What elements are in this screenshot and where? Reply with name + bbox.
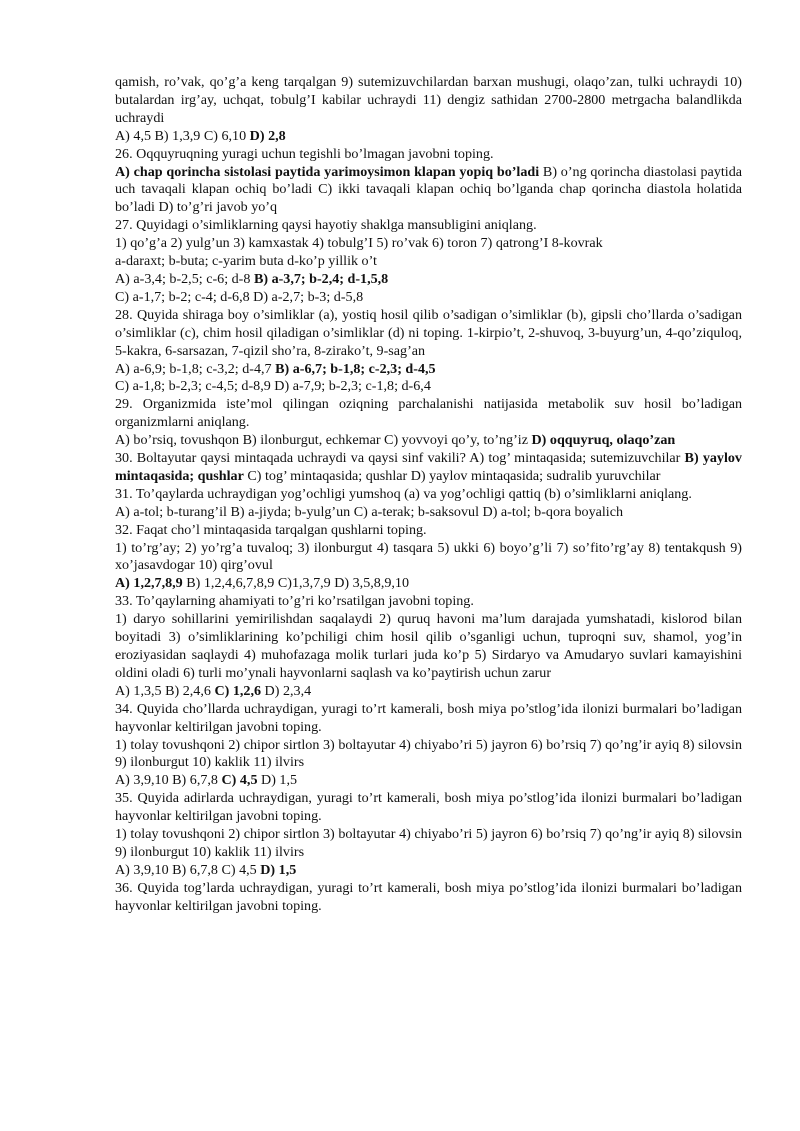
correct-answer: B) a-3,7; b-2,4; d-1,5,8 xyxy=(253,270,389,287)
answer-options: A) 4,5 B) 1,3,9 C) 6,10 xyxy=(115,127,250,144)
q33-question: 33. To’qaylarning ahamiyati to’g’ri ko’rsatilgan javobni toping. xyxy=(115,593,474,610)
answer-options: A) bo’rsiq, tovushqon B) ilonburgut, echkemar C) yovvoyi qo’y, to’ng’iz xyxy=(115,432,532,449)
q34-question: 34. Quyida cho’llarda uchraydigan, yuragi to’rt kamerali, bosh miya po’stlog’ida ilonizi burmalari bo’ladigan hayvonlar keltirilgan javobni toping. xyxy=(115,700,742,735)
answer-options: A) a-6,9; b-1,8; c-3,2; d-4,7 xyxy=(115,360,276,377)
document-page xyxy=(115,74,742,916)
answer-options: A) tog’ mintaqasida; sutemizuvchilar xyxy=(469,450,685,467)
q33-list: 1) daryo sohillarini yemirilishdan saqalaydi 2) quruq havoni ma’lum darajada yumshatadi, kislorod bilan boyitadi 3) o’simliklarining ko’pchiligi chim hosil qilib o’sganligi uchun, tuproqni suv, shamol, yog’in eroziyasidan saqlaydi 4) muhofazaga molik turlari juda ko’p 5) Sirdaryo va Amudaryo suvlari kamayishini oldini oladi 6) turli mo’ynali hayvonlarni saqlash va ko’paytirish uchun zarur xyxy=(115,611,742,681)
q29-question: 29. Organizmida iste’mol qilingan oziqning parchalanishi natijasida metabolik suv hosil bo’ladigan organizmlarni aniqlang. xyxy=(115,396,742,431)
q35-options xyxy=(115,862,742,880)
q28-question: 28. Quyida shiraga boy o’simliklar (a), yostiq hosil qilib o’sadigan o’simliklar (b), gipsli cho’llarda o’sadigan o’simliklar (c), chim hosil qiladigan o’simliklar (d) ni toping. 1-kirpio’t, 2-shuvoq, 3-buyurg’un, 4-qo’ziquloq, 5-kakra, 6-sarsazan, 7-qizil sho’ra, 8-zirako’t, 9-sag’an xyxy=(115,306,742,359)
answer-options: A) 3,9,10 B) 6,7,8 C) 4,5 xyxy=(115,861,261,878)
q30-question: 30. Boltayutar qaysi mintaqada uchraydi va qaysi sinf vakili? xyxy=(115,450,470,467)
q35-question: 35. Quyida adirlarda uchraydigan, yuragi to’rt kamerali, bosh miya po’stlog’ida ilonizi burmalari bo’ladigan hayvonlar keltirilgan javobni toping. xyxy=(115,790,742,825)
q32-list: 1) to’rg’ay; 2) yo’rg’a tuvaloq; 3) ilonburgut 4) tasqara 5) ukki 6) boyo’g’li 7) so’fito’rg’ay 8) tentakqush 9) xo’jasavdogar 10) qirg’ovul xyxy=(115,539,742,574)
answer-options: D) 2,3,4 xyxy=(261,682,312,699)
answer-options: A) 3,9,10 B) 6,7,8 xyxy=(115,772,222,789)
q36-question: 36. Quyida tog’larda uchraydigan, yuragi to’rt kamerali, bosh miya po’stlog’ida ilonizi burmalari bo’ladigan hayvonlar keltirilgan javobni toping. xyxy=(115,879,742,914)
q32-options xyxy=(115,575,742,593)
q34-list: 1) tolay tovushqoni 2) chipor sirtlon 3) boltayutar 4) chiyabo’ri 5) jayron 6) bo’rsiq 7) qo’ng’ir ayiq 8) silovsin 9) ilonburgut 10) kaklik 11) ilvirs xyxy=(115,736,742,771)
q28-options-2: C) a-1,8; b-2,3; c-4,5; d-8,9 D) a-7,9; b-2,3; c-1,8; d-6,4 xyxy=(115,378,431,395)
q27-options xyxy=(115,271,742,289)
q33-options xyxy=(115,683,742,701)
q31-options: A) a-tol; b-turang’il B) a-jiyda; b-yulg’un C) a-terak; b-saksovul D) a-tol; b-qora boyalich xyxy=(115,503,624,520)
q29-options xyxy=(115,432,742,450)
q27-list: 1) qo’g’a 2) yulg’un 3) kamxastak 4) tobulg’I 5) ro’vak 6) toron 7) qatrong’I 8-kovrak xyxy=(115,235,603,252)
correct-answer: D) 2,8 xyxy=(249,127,286,144)
q28-options xyxy=(115,361,742,379)
correct-answer: D) oqquyruq, olaqo’zan xyxy=(531,432,676,449)
correct-answer: C) 4,5 xyxy=(221,772,258,789)
correct-answer: C) 1,2,6 xyxy=(214,682,262,699)
q26-question: 26. Oqquyruqning yuragi uchun tegishli bo’lmagan javobni toping. xyxy=(115,145,494,162)
q26-options xyxy=(115,164,742,218)
correct-answer: B) a-6,7; b-1,8; c-2,3; d-4,5 xyxy=(275,360,436,377)
answer-options: A) 1,3,5 B) 2,4,6 xyxy=(115,682,215,699)
answer-options: C) tog’ mintaqasida; qushlar D) yaylov mintaqasida; sudralib yuruvchilar xyxy=(243,467,661,484)
q35-list: 1) tolay tovushqoni 2) chipor sirtlon 3) boltayutar 4) chiyabo’ri 5) jayron 6) bo’rsiq 7) qo’ng’ir ayiq 8) silovsin 9) ilonburgut 10) kaklik 11) ilvirs xyxy=(115,826,742,860)
q27-options-2: C) a-1,7; b-2; c-4; d-6,8 D) a-2,7; b-3; d-5,8 xyxy=(115,288,364,305)
answer-options: A) a-3,4; b-2,5; c-6; d-8 xyxy=(115,270,254,287)
intro-answers xyxy=(115,128,742,146)
answer-options: D) 1,5 xyxy=(257,772,298,789)
q31-question: 31. To’qaylarda uchraydigan yog’ochligi yumshoq (a) va yog’ochligi qattiq (b) o’simliklarni aniqlang. xyxy=(115,485,692,502)
correct-answer: B) yaylov mintaqasida; qushlar xyxy=(115,450,742,484)
answer-options: B) o’ng qorincha diastolasi paytida uch tavaqali klapan ochiq bo’ladi C) ikki tavaqali klapan ochiq bo’lganda chap qorincha diastola holatida bo’ladi D) to’g’ri javob yo’q xyxy=(115,163,742,216)
answer-options: B) 1,2,4,6,7,8,9 C)1,3,7,9 D) 3,5,8,9,10 xyxy=(182,575,410,592)
intro-text: qamish, ro’vak, qo’g’a keng tarqalgan 9) sutemizuvchilardan barxan mushugi, olaqo’zan, tulki uchraydi 10) butalardan irg’ay, uchqat, tobulg’I kabilar uchraydi 11) dengiz sathidan 2700-2800 metrgacha balandlikda uchraydi xyxy=(115,74,742,126)
q27-list2: a-daraxt; b-buta; c-yarim buta d-ko’p yillik o’t xyxy=(115,253,377,270)
q27-question: 27. Quyidagi o’simliklarning qaysi hayotiy shaklga mansubligini aniqlang. xyxy=(115,217,537,234)
q34-options xyxy=(115,772,742,790)
q32-question: 32. Faqat cho’l mintaqasida tarqalgan qushlarni toping. xyxy=(115,521,427,538)
correct-answer: D) 1,5 xyxy=(260,861,297,878)
q30-text xyxy=(115,450,742,486)
correct-answer: A) chap qorincha sistolasi paytida yarimoysimon klapan yopiq bo’ladi xyxy=(115,163,540,180)
correct-answer: A) 1,2,7,8,9 xyxy=(115,575,183,592)
